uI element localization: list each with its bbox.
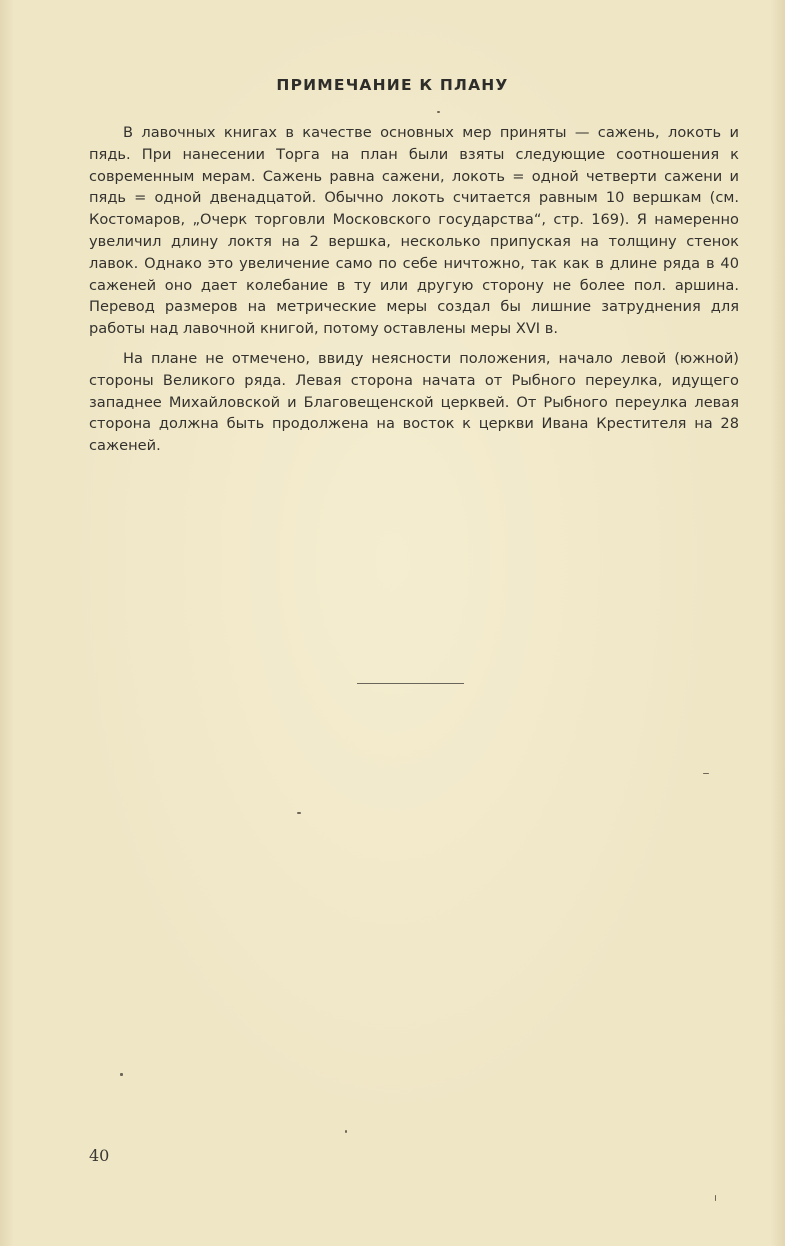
- paragraph-measures: В лавочных книгах в качестве основных мер приняты — сажень, локоть и пядь. При нанесении Торга на план были взяты следующие соотношения к современным мерам. Сажень равна сажени, локоть = одной четверти сажени и пядь = одной двенадцатой. Обычно локоть считается равным 10 вершкам (см. Костомаров, „Очерк торговли Московского государства“, стр. 169). Я намеренно увеличил длину локтя на 2 вершка, несколько припуская на толщину стенок лавок. Однако это увеличение само по себе ничтожно, так как в длине ряда в 40 саженей оно дает колебание в ту или другую сторону не более пол. аршина. Перевод размеров на метрические меры создал бы лишние затруднения для работы над лавочной книгой, потому оставлены меры XVI в.: [89, 124, 739, 338]
- page-title: ПРИМЕЧАНИЕ К ПЛАНУ: [276, 76, 509, 94]
- scan-speck: [120, 1073, 123, 1076]
- page-number: 40: [89, 1146, 110, 1165]
- scan-speck: [297, 812, 301, 814]
- scan-speck: [437, 111, 440, 113]
- scan-speck: [345, 1130, 347, 1133]
- note-body: [89, 122, 739, 457]
- paragraph-left-side: На плане не отмечено, ввиду неясности положения, начало левой (южной) стороны Великого ряда. Левая сторона начата от Рыбного переулка, идущего западнее Михайловской и Благовещенской церквей. От Рыбного переулка левая сторона должна быть продолжена на восток к церкви Ивана Крестителя на 28 саженей.: [89, 349, 739, 455]
- scan-speck: [715, 1195, 716, 1201]
- scan-speck: [703, 773, 709, 774]
- section-divider: [357, 683, 464, 684]
